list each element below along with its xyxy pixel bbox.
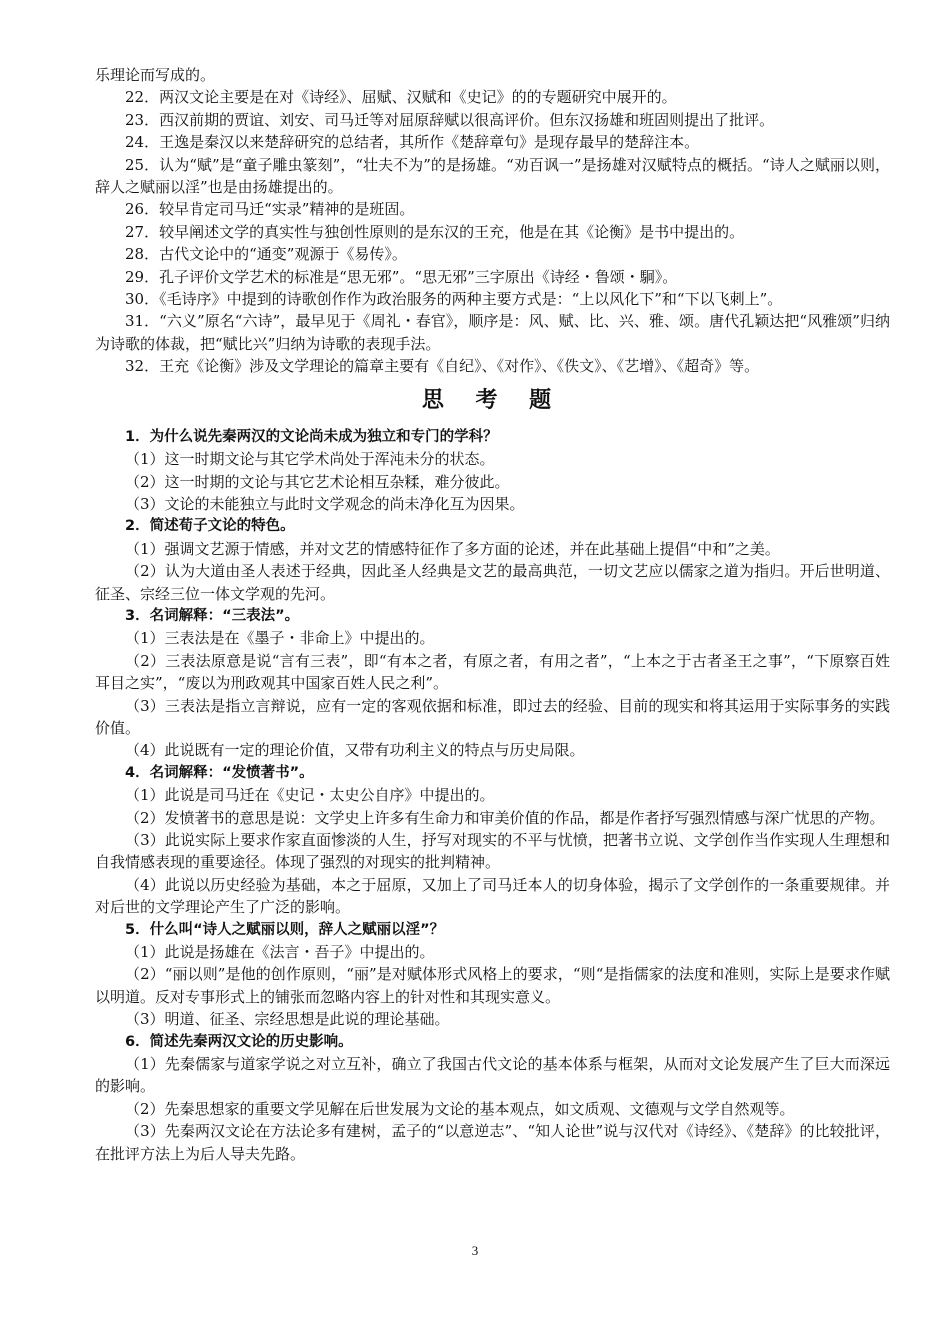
section-title: 思 考 题 bbox=[421, 386, 564, 413]
question-block-5 bbox=[95, 919, 890, 1031]
answer-item: （3）明道、征圣、宗经思想是此说的理论基础。 bbox=[125, 1010, 450, 1029]
answer-item: （1）此说是扬雄在《法言・吾子》中提出的。 bbox=[125, 943, 435, 962]
question-heading: 6．简述先秦两汉文论的历史影响。 bbox=[125, 1033, 353, 1050]
answer-item: （1）这一时期文论与其它学术尚处于浑沌未分的状态。 bbox=[125, 450, 495, 469]
page-content bbox=[95, 64, 890, 1165]
note-25: 25．认为“赋”是“童子雕虫篆刻”，“壮夫不为”的是扬雄。“劝百讽一”是扬雄对汉赋特点的概括。“诗人之赋丽以则，辞人之赋丽以淫”也是由扬雄提出的。 bbox=[95, 155, 890, 197]
question-heading: 5．什么叫“诗人之赋丽以则，辞人之赋丽以淫”？ bbox=[125, 921, 445, 938]
note-30: 30．《毛诗序》中提到的诗歌创作作为政治服务的两种主要方式是：“上以风化下”和“下以飞刺上”。 bbox=[125, 290, 783, 309]
note-22: 22．两汉文论主要是在对《诗经》、屈赋、汉赋和《史记》的的专题研究中展开的。 bbox=[125, 88, 677, 107]
question-block-4 bbox=[95, 762, 890, 919]
answer-item: （3）此说实际上要求作家直面惨淡的人生，抒写对现实的不平与忧愤，把著书立说、文学创作当作实现人生理想和自我情感表现的重要途径。体现了强烈的对现实的批判精神。 bbox=[95, 831, 890, 872]
note-26: 26．较早肯定司马迁“实录”精神的是班固。 bbox=[125, 200, 415, 219]
question-block-3 bbox=[95, 605, 890, 762]
note-23: 23．西汉前期的贾谊、刘安、司马迁等对屈原辞赋以很高评价。但东汉扬雄和班固则提出了批评。 bbox=[125, 110, 775, 129]
answer-item: （4）此说以历史经验为基础，本之于屈原，又加上了司马迁本人的切身体验，揭示了文学创作的一条重要规律。并对后世的文学理论产生了广泛的影响。 bbox=[95, 875, 890, 917]
answer-item: （1）强调文艺源于情感，并对文艺的情感特征作了多方面的论述，并在此基础上提倡“中和”之美。 bbox=[125, 539, 780, 558]
question-heading: 1．为什么说先秦两汉的文论尚未成为独立和专门的学科？ bbox=[125, 428, 498, 445]
question-heading: 3．名词解释：“三表法”。 bbox=[125, 607, 300, 624]
answer-item: （1）先秦儒家与道家学说之对立互补，确立了我国古代文论的基本体系与框架，从而对文论发展产生了巨大而深远的影响。 bbox=[95, 1055, 890, 1096]
answer-item: （2）“丽以则”是他的创作原则，“丽”是对赋体形式风格上的要求，“则“是指儒家的法度和准则，实际上是要求作赋以明道。反对专事形式上的铺张而忽略内容上的针对性和其现实意义。 bbox=[95, 965, 890, 1006]
note-24: 24．王逸是秦汉以来楚辞研究的总结者，其所作《楚辞章句》是现存最早的楚辞注本。 bbox=[125, 133, 700, 152]
answer-item: （1）此说是司马迁在《史记・太史公自序》中提出的。 bbox=[125, 786, 495, 805]
note-28: 28．古代文论中的“通变”观源于《易传》。 bbox=[125, 245, 407, 264]
question-heading: 4．名词解释：“发愤著书”。 bbox=[125, 764, 314, 781]
answer-item: （2）先秦思想家的重要文学见解在后世发展为文论的基本观点，如文质观、文德观与文学自然观等。 bbox=[125, 1099, 795, 1118]
answer-item: （2）这一时期的文论与其它艺术论相互杂糅，难分彼此。 bbox=[125, 472, 510, 491]
answer-item: （4）此说既有一定的理论价值，又带有功利主义的特点与历史局限。 bbox=[125, 741, 585, 760]
note-29: 29．孔子评价文学艺术的标准是“思无邪”。“思无邪”三字原出《诗经・鲁颂・駉》。 bbox=[125, 267, 678, 286]
answer-item: （1）三表法是在《墨子・非命上》中提出的。 bbox=[125, 629, 435, 648]
question-block-1 bbox=[95, 426, 890, 516]
answer-item: （2）认为大道由圣人表述于经典，因此圣人经典是文艺的最高典范，一切文艺应以儒家之道为指归。开后世明道、征圣、宗经三位一体文学观的先河。 bbox=[95, 562, 890, 603]
question-block-6 bbox=[95, 1031, 890, 1165]
answer-item: （3）三表法是指立言辩说，应有一定的客观依据和标准，即过去的经验、目前的现实和将其运用于实际事务的实践价值。 bbox=[95, 696, 890, 737]
answer-item: （3）先秦两汉文论在方法论多有建树，孟子的“以意逆志”、“知人论世”说与汉代对《诗经》、《楚辞》的比较批评，在批评方法上为后人导夫先路。 bbox=[95, 1122, 890, 1163]
note-27: 27．较早阐述文学的真实性与独创性原则的是东汉的王充，他是在其《论衡》是书中提出的。 bbox=[125, 222, 745, 241]
question-block-2 bbox=[95, 515, 890, 605]
answer-item: （2）三表法原意是说“言有三表”，即“有本之者，有原之者，有用之者”，“上本之于古者圣王之事”，“下原察百姓耳目之实”，“废以为刑政观其中国家百姓人民之利”。 bbox=[95, 651, 890, 693]
paragraph-continuation: 乐理论而写成的。 bbox=[95, 66, 216, 84]
question-heading: 2．简述荀子文论的特色。 bbox=[125, 518, 295, 535]
answer-item: （3）文论的未能独立与此时文学观念的尚未净化互为因果。 bbox=[125, 494, 525, 513]
note-32: 32．王充《论衡》涉及文学理论的篇章主要有《自纪》、《对作》、《佚文》、《艺增》、《超奇》等。 bbox=[125, 357, 760, 376]
note-31: 31．“六义”原名“六诗”，最早见于《周礼・春官》，顺序是：风、赋、比、兴、雅、颂。唐代孔颖达把“风雅颂”归纳为诗歌的体裁，把“赋比兴”归纳为诗歌的表现手法。 bbox=[95, 312, 890, 353]
page-number: 3 bbox=[471, 1243, 479, 1258]
answer-item: （2）发愤著书的意思是说：文学史上许多有生命力和审美价值的作品，都是作者抒写强烈情感与深广忧思的产物。 bbox=[125, 808, 885, 827]
